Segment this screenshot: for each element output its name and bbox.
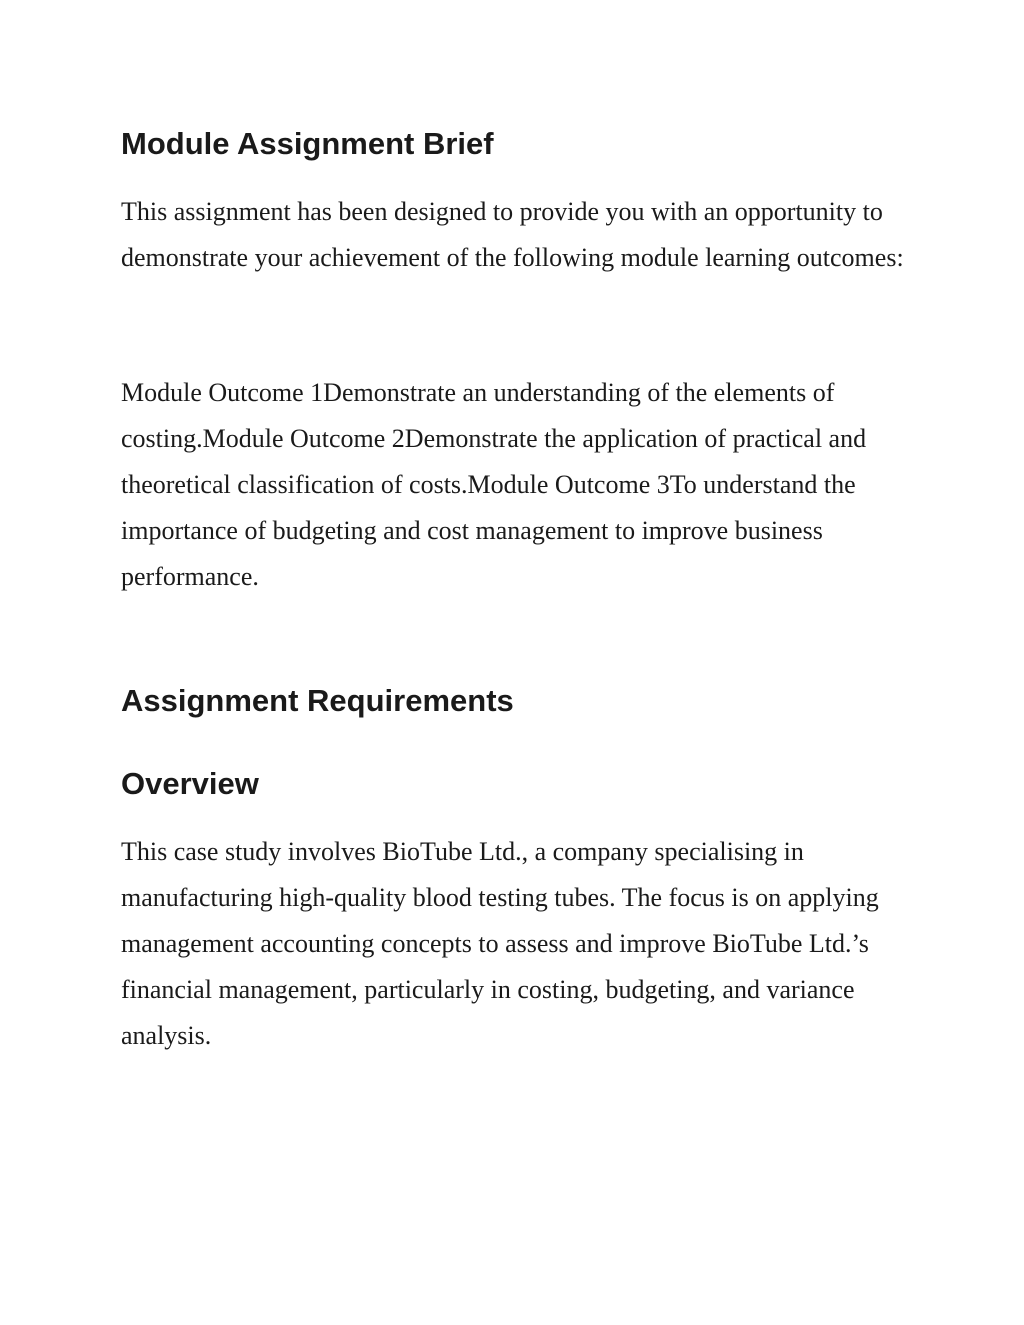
case-study-paragraph: This case study involves BioTube Ltd., a company specialising in manufacturing high-quality blood testing tubes. The focus is on applying management accounting concepts to assess and improve BioTube Ltd.’s financial management, particularly in costing, budgeting, and variance analysis.	[121, 837, 879, 1050]
heading-assignment-requirements: Assignment Requirements	[121, 683, 514, 718]
module-outcomes-paragraph: Module Outcome 1Demonstrate an understanding of the elements of costing.Module Outcome 2Demonstrate the application of practical and theoretical classification of costs.Module Outcome 3To understand the importance of budgeting and cost management to improve business performance.	[121, 378, 867, 591]
heading-module-assignment-brief: Module Assignment Brief	[121, 126, 494, 161]
intro-paragraph: This assignment has been designed to provide you with an opportunity to demonstrate your achievement of the following module learning outcomes:	[121, 197, 904, 272]
heading-overview: Overview	[121, 766, 259, 801]
